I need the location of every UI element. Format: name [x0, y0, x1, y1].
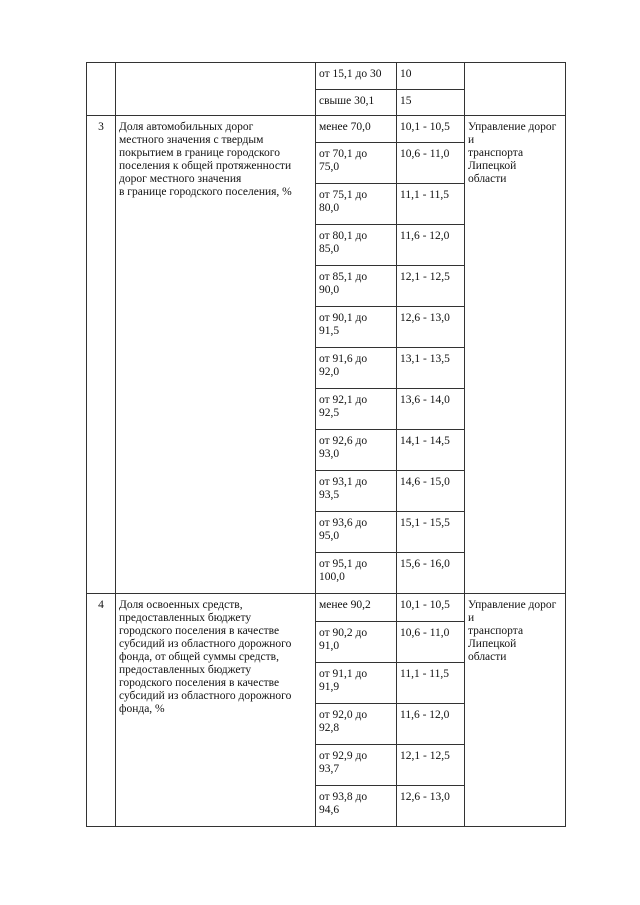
- range-cell: [316, 663, 397, 704]
- points-cell: [397, 266, 465, 307]
- points-cell: [397, 786, 465, 827]
- responsible-organization-text: Управление дорог и транспорта Липецкой области: [468, 599, 557, 663]
- range-cell: [316, 594, 397, 622]
- indicator-name: [116, 116, 316, 594]
- points-cell-text: 13,6 - 14,0: [400, 394, 450, 406]
- points-cell-text: 15,6 - 16,0: [400, 558, 450, 570]
- table-row: [87, 63, 566, 90]
- range-cell-text: от 70,1 до 75,0: [319, 148, 368, 173]
- range-cell-text: от 93,6 до 95,0: [319, 517, 368, 542]
- points-cell-text: 12,6 - 13,0: [400, 791, 450, 803]
- indicator-name-text: Доля освоенных средств, предоставленных бюджету городского поселения в качестве субсидий из областного дорожного фонда, от общей суммы средств, предоставленных бюджету городского поселения в качестве субсидий из областного дорожного фонда, %: [119, 599, 292, 715]
- range-cell: [316, 307, 397, 348]
- points-cell: [397, 430, 465, 471]
- points-cell: [397, 512, 465, 553]
- range-cell: [316, 63, 397, 90]
- points-cell-text: 10,6 - 11,0: [400, 148, 450, 160]
- range-cell-text: от 75,1 до 80,0: [319, 189, 368, 214]
- points-cell: [397, 90, 465, 116]
- section-number-text: 3: [98, 121, 104, 133]
- points-cell: [397, 704, 465, 745]
- range-cell-text: от 85,1 до 90,0: [319, 271, 368, 296]
- points-cell-text: 11,6 - 12,0: [400, 230, 450, 242]
- number-cell: [87, 63, 116, 116]
- range-cell: [316, 512, 397, 553]
- range-cell-text: от 93,1 до 93,5: [319, 476, 368, 501]
- points-cell: [397, 307, 465, 348]
- points-cell-text: 10,6 - 11,0: [400, 627, 450, 639]
- points-cell: [397, 471, 465, 512]
- points-cell: [397, 348, 465, 389]
- range-cell-text: от 90,1 до 91,5: [319, 312, 368, 337]
- points-cell-text: 13,1 - 13,5: [400, 353, 450, 365]
- range-cell-text: менее 90,2: [319, 599, 371, 611]
- indicator-table: [86, 62, 566, 827]
- section-number: [87, 594, 116, 827]
- responsible-organization: [465, 116, 566, 594]
- points-cell-text: 15: [400, 95, 412, 107]
- points-cell: [397, 63, 465, 90]
- range-cell: [316, 348, 397, 389]
- responsible-organization: [465, 594, 566, 827]
- indicator-cell: [116, 63, 316, 116]
- range-cell-text: менее 70,0: [319, 121, 371, 133]
- table-row: [87, 116, 566, 143]
- range-cell-text: от 93,8 до 94,6: [319, 791, 368, 816]
- points-cell: [397, 389, 465, 430]
- range-cell: [316, 786, 397, 827]
- points-cell-text: 11,1 - 11,5: [400, 668, 449, 680]
- points-cell: [397, 594, 465, 622]
- points-cell-text: 12,1 - 12,5: [400, 271, 450, 283]
- range-cell-text: от 15,1 до 30: [319, 68, 382, 80]
- points-cell-text: 11,1 - 11,5: [400, 189, 449, 201]
- range-cell: [316, 704, 397, 745]
- points-cell: [397, 143, 465, 184]
- range-cell: [316, 471, 397, 512]
- table-row: [87, 594, 566, 622]
- points-cell: [397, 745, 465, 786]
- points-cell: [397, 184, 465, 225]
- range-cell-text: от 80,1 до 85,0: [319, 230, 368, 255]
- points-cell-text: 14,6 - 15,0: [400, 476, 450, 488]
- range-cell-text: от 92,6 до 93,0: [319, 435, 368, 460]
- range-cell-text: от 92,0 до 92,8: [319, 709, 368, 734]
- points-cell-text: 15,1 - 15,5: [400, 517, 450, 529]
- range-cell-text: от 92,1 до 92,5: [319, 394, 368, 419]
- range-cell: [316, 622, 397, 663]
- range-cell: [316, 389, 397, 430]
- points-cell: [397, 622, 465, 663]
- responsible-organization-text: Управление дорог и транспорта Липецкой области: [468, 121, 557, 185]
- range-cell-text: от 95,1 до 100,0: [319, 558, 368, 583]
- range-cell: [316, 143, 397, 184]
- organization-cell: [465, 63, 566, 116]
- range-cell: [316, 184, 397, 225]
- range-cell-text: от 90,2 до 91,0: [319, 627, 368, 652]
- range-cell: [316, 116, 397, 143]
- range-cell-text: от 91,1 до 91,9: [319, 668, 368, 693]
- range-cell: [316, 553, 397, 594]
- section-number: [87, 116, 116, 594]
- points-cell-text: 14,1 - 14,5: [400, 435, 450, 447]
- range-cell-text: от 91,6 до 92,0: [319, 353, 368, 378]
- points-cell: [397, 553, 465, 594]
- range-cell-text: свыше 30,1: [319, 95, 375, 107]
- section-number-text: 4: [98, 599, 104, 611]
- points-cell: [397, 225, 465, 266]
- range-cell-text: от 92,9 до 93,7: [319, 750, 368, 775]
- range-cell: [316, 225, 397, 266]
- points-cell-text: 10,1 - 10,5: [400, 121, 450, 133]
- points-cell: [397, 663, 465, 704]
- indicator-name: [116, 594, 316, 827]
- points-cell-text: 11,6 - 12,0: [400, 709, 450, 721]
- points-cell-text: 12,1 - 12,5: [400, 750, 450, 762]
- range-cell: [316, 430, 397, 471]
- indicator-name-text: Доля автомобильных дорог местного значения с твердым покрытием в границе городского поселения к общей протяженности дорог местного значения в границе городского поселения, %: [119, 121, 292, 198]
- points-cell-text: 12,6 - 13,0: [400, 312, 450, 324]
- range-cell: [316, 90, 397, 116]
- points-cell-text: 10,1 - 10,5: [400, 599, 450, 611]
- points-cell-text: 10: [400, 68, 412, 80]
- range-cell: [316, 266, 397, 307]
- points-cell: [397, 116, 465, 143]
- range-cell: [316, 745, 397, 786]
